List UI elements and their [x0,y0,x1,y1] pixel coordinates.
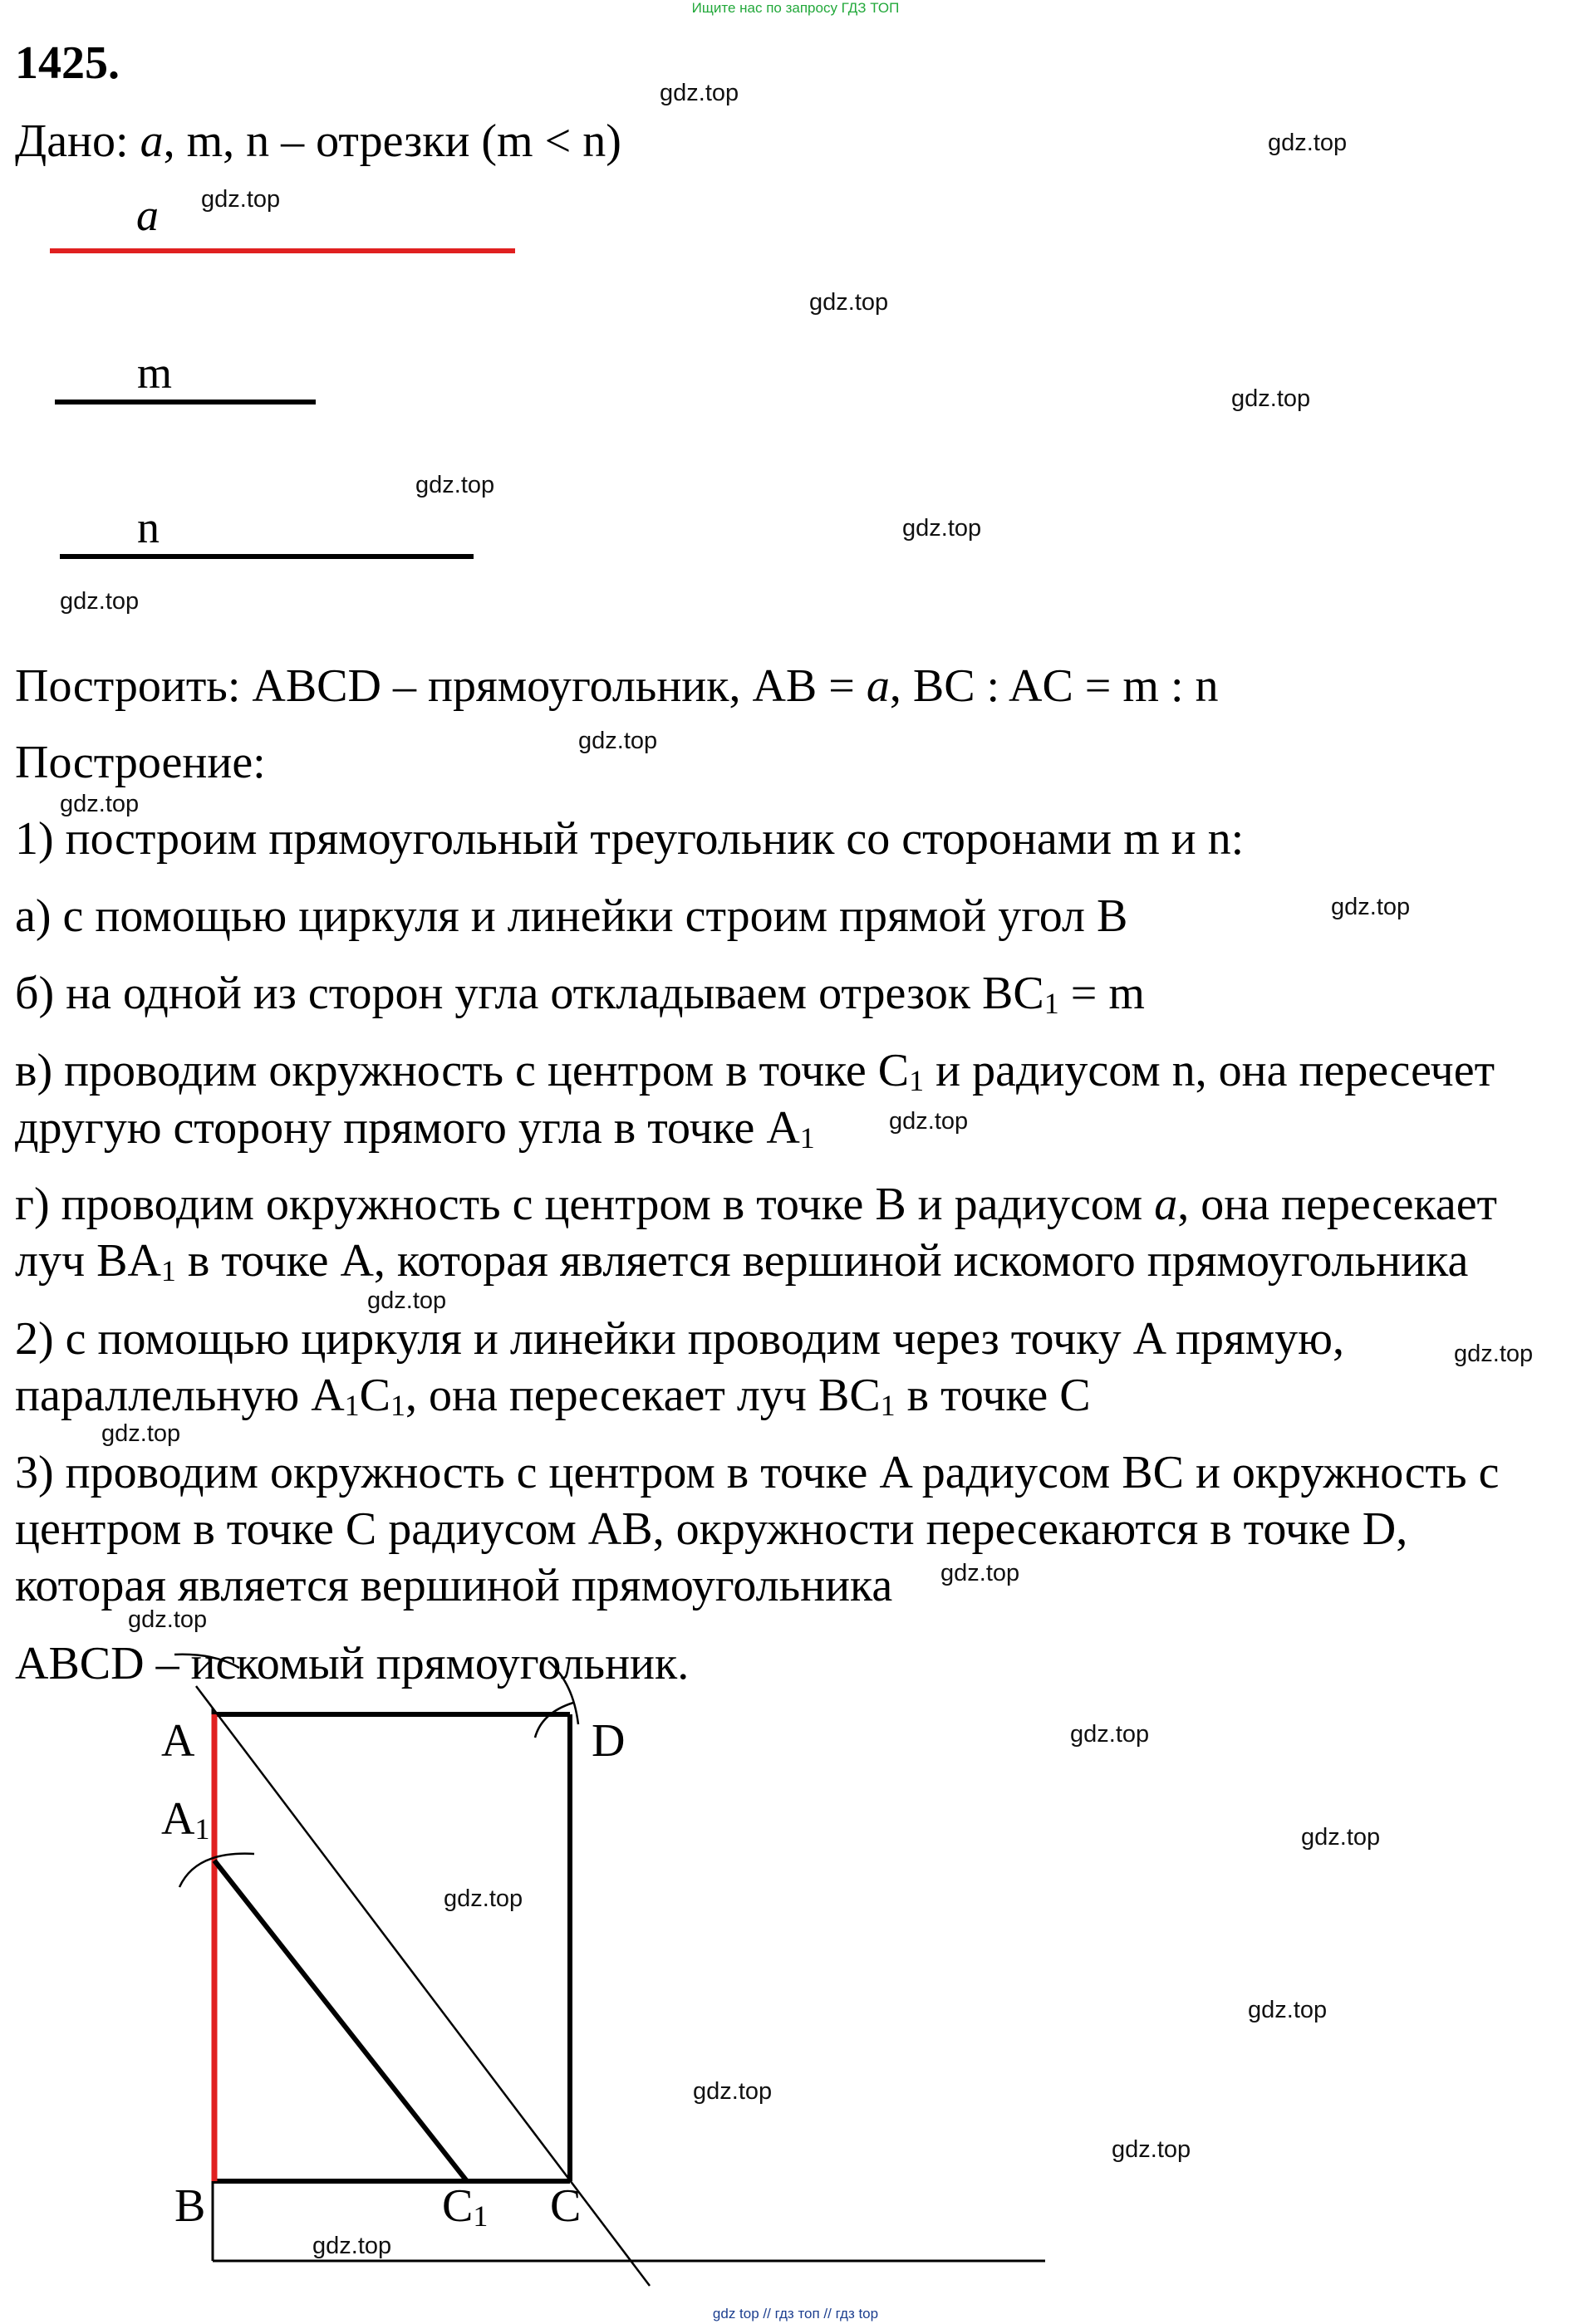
step-2-line1: 2) с помощью циркуля и линейки проводим через точку A прямую, [15,1313,1344,1365]
label-c1 [442,2180,489,2233]
watermark: gdz.top [367,1287,447,1314]
label-c1-sub: 1 [473,2199,489,2233]
step-1: 1) построим прямоугольный треугольник со сторонами m и n: [15,813,1245,865]
watermark: gdz.top [60,588,140,615]
watermark: gdz.top [415,472,495,498]
task-a: a [866,660,890,712]
given-prefix: Дано: [15,115,140,167]
problem-number: 1425. [15,37,120,89]
step-2-mid2: , она пересекает луч BC [405,1370,881,1421]
watermark: gdz.top [60,791,140,817]
step-1g-post: , она пересекает [1177,1179,1498,1230]
step-2-mid1: C [359,1370,391,1421]
conclusion: ABCD – искомый прямоугольник. [15,1638,690,1689]
top-banner: Ищите нас по запросу ГДЗ ТОП [691,0,900,16]
step-1v-text: в) проводим окружность с центром в точке C [15,1045,910,1096]
step-3-line1: 3) проводим окружность с центром в точке A радиусом BC и окружность с [15,1447,1500,1498]
step-1b-text: б) на одной из сторон угла откладываем отрезок BC [15,968,1044,1019]
step-1v-sub: 1 [909,1064,925,1097]
watermark: gdz.top [1248,1997,1328,2023]
watermark: gdz.top [201,186,281,213]
label-d: D [592,1715,626,1767]
watermark: gdz.top [1112,2136,1191,2163]
step-1g-line2-sub: 1 [160,1254,176,1287]
watermark: gdz.top [578,728,658,754]
step-1v-line2-sub: 1 [799,1121,815,1155]
step-2-post: в точке C [895,1370,1091,1421]
step-1g-line2-post: в точке A, которая является вершиной искомого прямоугольника [175,1235,1469,1287]
segment-m-label: m [137,348,173,398]
parallel-line [196,1686,650,2286]
step-3-line3: которая является вершиной прямоугольника [15,1560,893,1611]
step-1b-post: = m [1058,968,1145,1019]
watermark: gdz.top [1070,1721,1150,1748]
watermark: gdz.top [1301,1824,1381,1851]
watermark: gdz.top [1331,894,1411,920]
step-1g-a: a [1154,1179,1178,1230]
watermark: gdz.top [660,80,739,106]
step-2-text: параллельную A [15,1370,345,1421]
segment-a-label: a [136,190,159,240]
watermark: gdz.top [128,1606,208,1633]
watermark: gdz.top [312,2233,392,2259]
step-1b-sub: 1 [1043,987,1059,1020]
segment-a1c1 [214,1861,467,2181]
step-1g-text: г) проводим окружность с центром в точке B и радиусом [15,1179,1155,1230]
watermark: gdz.top [693,2078,773,2105]
step-1g-line2-text: луч BA [15,1235,161,1287]
step-1a: а) с помощью циркуля и линейки строим прямой угол B [15,890,1128,942]
watermark: gdz.top [889,1108,969,1135]
step-1v-line2-text: другую сторону прямого угла в точке A [15,1102,800,1154]
label-a1 [161,1793,210,1846]
watermark: gdz.top [1268,130,1348,156]
watermark: gdz.top [1454,1341,1534,1367]
step-2-sub3: 1 [880,1389,896,1422]
step-2-sub2: 1 [390,1389,406,1422]
task-part1: Построить: ABCD – прямоугольник, AB = [15,660,867,712]
label-a: A [161,1715,195,1767]
segment-n-label: n [137,503,160,552]
label-a1-letter: A [161,1793,195,1845]
label-b: B [174,2180,206,2232]
given-suffix: , m, n – отрезки (m < n) [163,115,621,167]
watermark: gdz.top [902,515,982,542]
step-3-line2: центром в точке C радиусом AB, окружности пересекаются в точке D, [15,1503,1408,1555]
watermark: gdz.top [940,1560,1020,1586]
label-c: C [550,2180,582,2232]
construction-heading: Построение: [15,737,266,788]
given-a: a [140,115,164,167]
task-part2: , BC : AC = m : n [889,660,1219,712]
arc-at-a [174,1655,239,1668]
step-1v-post: и радиусом n, она пересечет [924,1045,1495,1096]
watermark: gdz.top [809,289,889,316]
watermark: gdz.top [444,1885,523,1912]
bottom-banner: gdz top // гдз топ // гдз top [712,2306,879,2322]
label-a1-sub: 1 [194,1812,210,1846]
watermark: gdz.top [101,1420,181,1447]
watermark: gdz.top [1231,385,1311,412]
step-2-sub1: 1 [344,1389,360,1422]
label-c1-letter: C [442,2180,474,2232]
